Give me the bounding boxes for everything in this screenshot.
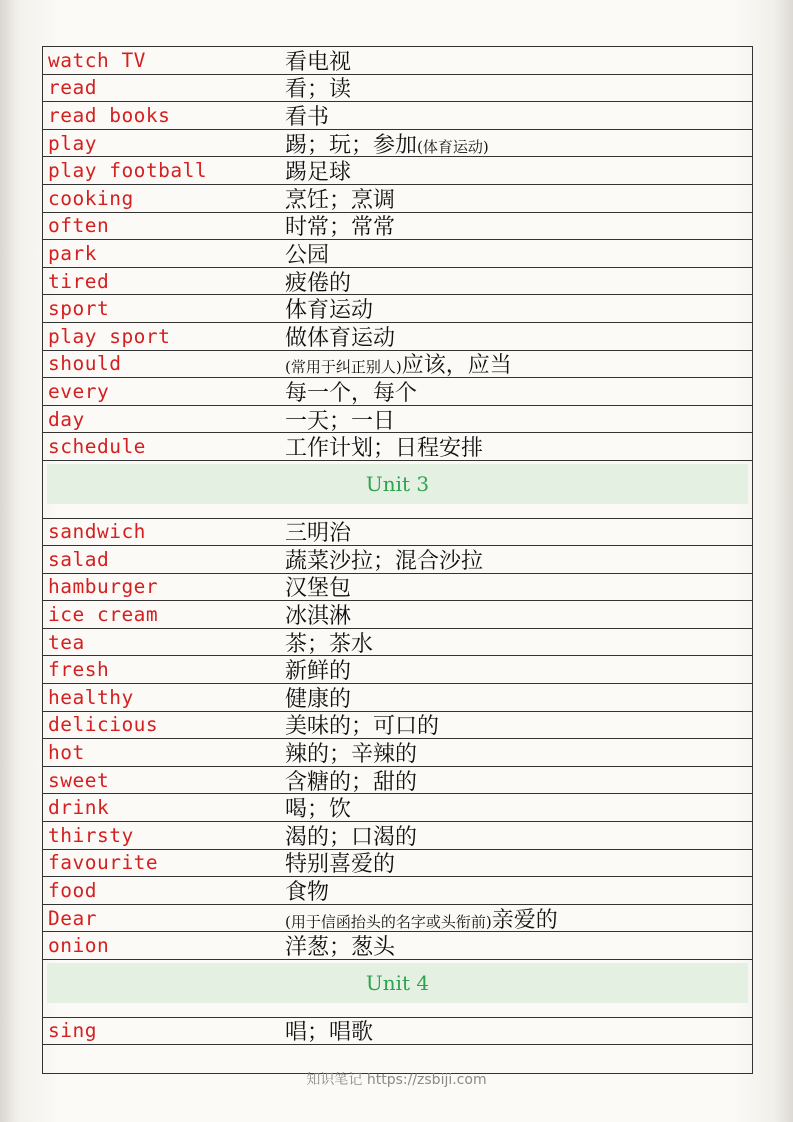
vocab-row — [43, 519, 752, 547]
vocab-row — [43, 1018, 752, 1046]
chinese-meaning: 应该，应当 — [401, 353, 512, 379]
chinese-meaning: 蔬菜沙拉；混合沙拉 — [285, 548, 484, 574]
vocab-row — [43, 822, 752, 850]
english-word: hot — [48, 741, 85, 765]
vocab-row — [43, 268, 752, 296]
vocab-row — [43, 75, 752, 103]
chinese-meaning-cell — [285, 709, 752, 740]
chinese-meaning-cell — [285, 627, 752, 658]
english-word: healthy — [48, 685, 134, 709]
chinese-meaning: 美味的；可口的 — [285, 714, 440, 740]
chinese-meaning-cell — [285, 737, 752, 768]
chinese-meaning: 做体育运动 — [285, 325, 396, 351]
english-word: sweet — [48, 768, 110, 792]
english-word: often — [48, 214, 110, 238]
chinese-meaning-cell — [285, 847, 752, 878]
chinese-meaning-cell — [285, 100, 752, 131]
chinese-meaning-cell — [285, 348, 752, 379]
vocab-row — [43, 656, 752, 684]
chinese-meaning: 辣的；辛辣的 — [285, 742, 418, 768]
english-word: food — [48, 879, 97, 903]
chinese-meaning: 冰淇淋 — [285, 604, 352, 630]
english-word: salad — [48, 547, 110, 571]
chinese-meaning-cell — [285, 599, 752, 630]
english-word: onion — [48, 934, 110, 958]
usage-note: (体育运动) — [417, 137, 489, 156]
vocab-row — [43, 130, 752, 158]
english-word: schedule — [48, 435, 146, 459]
chinese-meaning-cell — [285, 128, 752, 159]
english-word: fresh — [48, 658, 110, 682]
chinese-meaning: 渴的；口渴的 — [285, 824, 418, 850]
vocab-row — [43, 157, 752, 185]
chinese-meaning: 体育运动 — [285, 298, 374, 324]
vocab-row — [43, 684, 752, 712]
chinese-meaning-cell — [285, 571, 752, 602]
footer-watermark: 知识笔记 https://zsbiji.com — [306, 1072, 487, 1088]
english-word: watch TV — [48, 48, 146, 72]
vocab-row — [43, 767, 752, 795]
vocab-row — [43, 932, 752, 960]
unit-title: Unit 4 — [47, 963, 748, 1003]
english-word: thirsty — [48, 823, 134, 847]
chinese-meaning: 踢足球 — [285, 160, 352, 186]
usage-note: (用于信函抬头的名字或头衔前) — [285, 912, 492, 931]
chinese-meaning-cell — [285, 682, 752, 713]
vocab-row — [43, 378, 752, 406]
vocab-row — [43, 213, 752, 241]
english-word: sing — [48, 1019, 97, 1043]
english-word: delicious — [48, 713, 159, 737]
chinese-meaning-cell — [285, 266, 752, 297]
chinese-meaning-cell — [285, 155, 752, 186]
english-word: tea — [48, 630, 85, 654]
unit-title: Unit 3 — [47, 464, 748, 504]
vocab-row — [43, 850, 752, 878]
chinese-meaning-cell — [285, 404, 752, 435]
chinese-meaning-cell — [285, 765, 752, 796]
chinese-meaning: 洋葱；葱头 — [285, 935, 396, 961]
english-word: cooking — [48, 186, 134, 210]
chinese-meaning: 喝；饮 — [285, 797, 352, 823]
chinese-meaning-cell — [285, 930, 752, 961]
chinese-meaning: 时常；常常 — [285, 215, 396, 241]
chinese-meaning: 烹饪；烹调 — [285, 187, 396, 213]
vocab-row — [43, 629, 752, 657]
chinese-meaning: 特别喜爱的 — [285, 852, 396, 878]
chinese-meaning: 含糖的；甜的 — [285, 769, 418, 795]
english-word: every — [48, 379, 110, 403]
vocab-row — [43, 794, 752, 822]
english-word: play — [48, 131, 97, 155]
chinese-meaning: 食物 — [285, 880, 330, 906]
english-word: sport — [48, 297, 110, 321]
english-word: read books — [48, 103, 171, 127]
vocab-row — [43, 47, 752, 75]
chinese-meaning: 健康的 — [285, 686, 352, 712]
vocab-row — [43, 185, 752, 213]
chinese-meaning-cell — [285, 544, 752, 575]
vocab-row — [43, 601, 752, 629]
chinese-meaning: 疲倦的 — [285, 270, 352, 296]
chinese-meaning-cell — [285, 293, 752, 324]
english-word: ice cream — [48, 603, 159, 627]
chinese-meaning: 茶；茶水 — [285, 631, 374, 657]
chinese-meaning-cell — [285, 875, 752, 906]
vocab-row — [43, 905, 752, 933]
chinese-meaning: 看电视 — [285, 49, 352, 75]
chinese-meaning-cell — [285, 72, 752, 103]
chinese-meaning-cell — [285, 903, 752, 934]
english-word: should — [48, 352, 122, 376]
chinese-meaning-cell — [285, 431, 752, 462]
english-word: tired — [48, 269, 110, 293]
english-word: day — [48, 407, 85, 431]
vocab-row — [43, 546, 752, 574]
chinese-meaning-cell — [285, 376, 752, 407]
chinese-meaning: 三明治 — [285, 521, 352, 547]
chinese-meaning: 看书 — [285, 104, 330, 130]
chinese-meaning: 公园 — [285, 242, 330, 268]
chinese-meaning-cell — [285, 1015, 752, 1046]
chinese-meaning-cell — [285, 210, 752, 241]
chinese-meaning-cell — [285, 321, 752, 352]
vocab-row — [43, 739, 752, 767]
vocab-row — [43, 102, 752, 130]
english-word: hamburger — [48, 575, 159, 599]
chinese-meaning: 汉堡包 — [285, 576, 352, 602]
vocab-row — [43, 406, 752, 434]
english-word: Dear — [48, 906, 97, 930]
chinese-meaning: 新鲜的 — [285, 659, 352, 685]
english-word: park — [48, 241, 97, 265]
vocab-row — [43, 323, 752, 351]
vocab-row — [43, 433, 752, 461]
chinese-meaning-cell — [285, 820, 752, 851]
chinese-meaning-cell — [285, 238, 752, 269]
chinese-meaning: 工作计划；日程安排 — [285, 436, 484, 462]
english-word: play sport — [48, 324, 171, 348]
vocab-row — [43, 877, 752, 905]
chinese-meaning: 踢；玩；参加 — [285, 132, 418, 158]
vocab-row — [43, 574, 752, 602]
unit-header-row — [43, 960, 752, 1018]
english-word: sandwich — [48, 520, 146, 544]
vocab-row — [43, 712, 752, 740]
chinese-meaning-cell — [285, 45, 752, 76]
unit-header-row — [43, 461, 752, 519]
english-word: read — [48, 76, 97, 100]
english-word: drink — [48, 796, 110, 820]
vocab-row — [43, 295, 752, 323]
chinese-meaning: 看；读 — [285, 77, 352, 103]
vocab-row — [43, 351, 752, 379]
chinese-meaning: 唱；唱歌 — [285, 1020, 374, 1046]
vocab-row — [43, 240, 752, 268]
english-word: favourite — [48, 851, 159, 875]
chinese-meaning: 每一个，每个 — [285, 380, 418, 406]
chinese-meaning: 一天；一日 — [285, 408, 396, 434]
vocabulary-table — [42, 46, 753, 1074]
chinese-meaning-cell — [285, 516, 752, 547]
chinese-meaning-cell — [285, 183, 752, 214]
usage-note: (常用于纠正别人) — [285, 358, 402, 377]
chinese-meaning-cell — [285, 654, 752, 685]
chinese-meaning-cell — [285, 792, 752, 823]
english-word: play football — [48, 159, 208, 183]
chinese-meaning: 亲爱的 — [491, 907, 558, 933]
